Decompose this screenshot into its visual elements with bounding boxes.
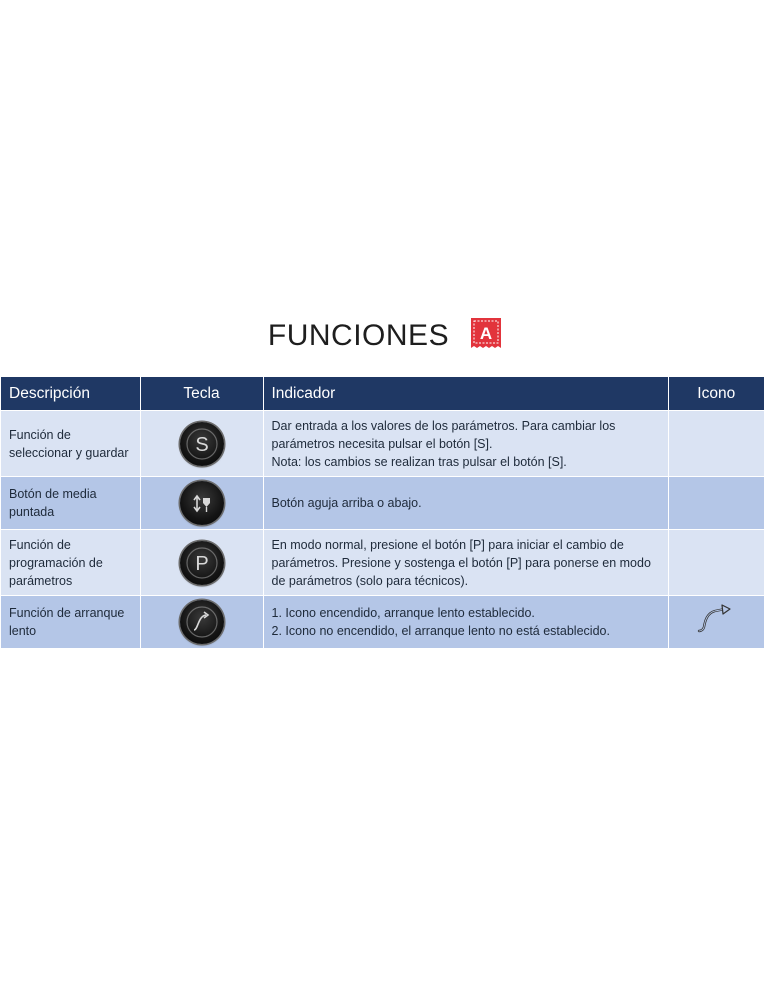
soft-start-key-icon: [180, 600, 224, 644]
needle-up-down-key-icon: [180, 481, 224, 525]
table-header-row: [1, 377, 764, 411]
p-key-icon: [180, 541, 224, 585]
indicator-text: En modo normal, presione el botón [P] para iniciar el cambio de parámetros. Presione y sostenga el botón [P] para ponerse en modo de parámetros (solo para técnicos).: [271, 537, 651, 588]
indicator-text: Dar entrada a los valores de los parámetros. Para cambiar los parámetros necesita pulsar el botón [S]. Nota: los cambios se realizan tras pulsar el botón [S].: [271, 418, 616, 469]
row-key-cell: [140, 530, 263, 596]
table-row: [1, 477, 764, 530]
row-key-cell: [140, 477, 263, 530]
s-key-icon: [180, 422, 224, 466]
row-indicator: [263, 530, 668, 596]
s-key-letter: S: [194, 433, 209, 456]
header-description: Descripción: [1, 377, 140, 411]
row-indicator: [263, 411, 668, 477]
p-key-letter: P: [194, 552, 209, 575]
row-indicator: [263, 477, 668, 530]
indicator-text: Botón aguja arriba o abajo.: [271, 496, 422, 510]
row-icon-cell: [668, 530, 764, 596]
row-description: Función de programación de parámetros: [1, 530, 140, 596]
functions-table: [1, 377, 764, 648]
header-key: Tecla: [140, 377, 263, 411]
soft-start-curve-icon: [695, 603, 737, 642]
table-row: [1, 411, 764, 477]
row-icon-cell: [668, 477, 764, 530]
badge-letter: A: [479, 324, 493, 343]
row-icon-cell: [668, 411, 764, 477]
row-key-cell: [140, 411, 263, 477]
row-key-cell: [140, 596, 263, 649]
row-description: Botón de media puntada: [1, 477, 140, 530]
section-a-badge-icon: [469, 317, 503, 353]
row-indicator: [263, 596, 668, 649]
row-description: Función de arranque lento: [1, 596, 140, 649]
header-indicator: Indicador: [263, 377, 668, 411]
page-title: FUNCIONES: [267, 319, 450, 352]
header-icon: Icono: [668, 377, 764, 411]
row-description: Función de seleccionar y guardar: [1, 411, 140, 477]
indicator-text: 1. Icono encendido, arranque lento establecido. 2. Icono no encendido, el arranque lento no está establecido.: [271, 606, 610, 638]
table-row: [1, 530, 764, 596]
row-icon-cell: [668, 596, 764, 649]
title-area: [0, 314, 771, 358]
table-row: [1, 596, 764, 649]
